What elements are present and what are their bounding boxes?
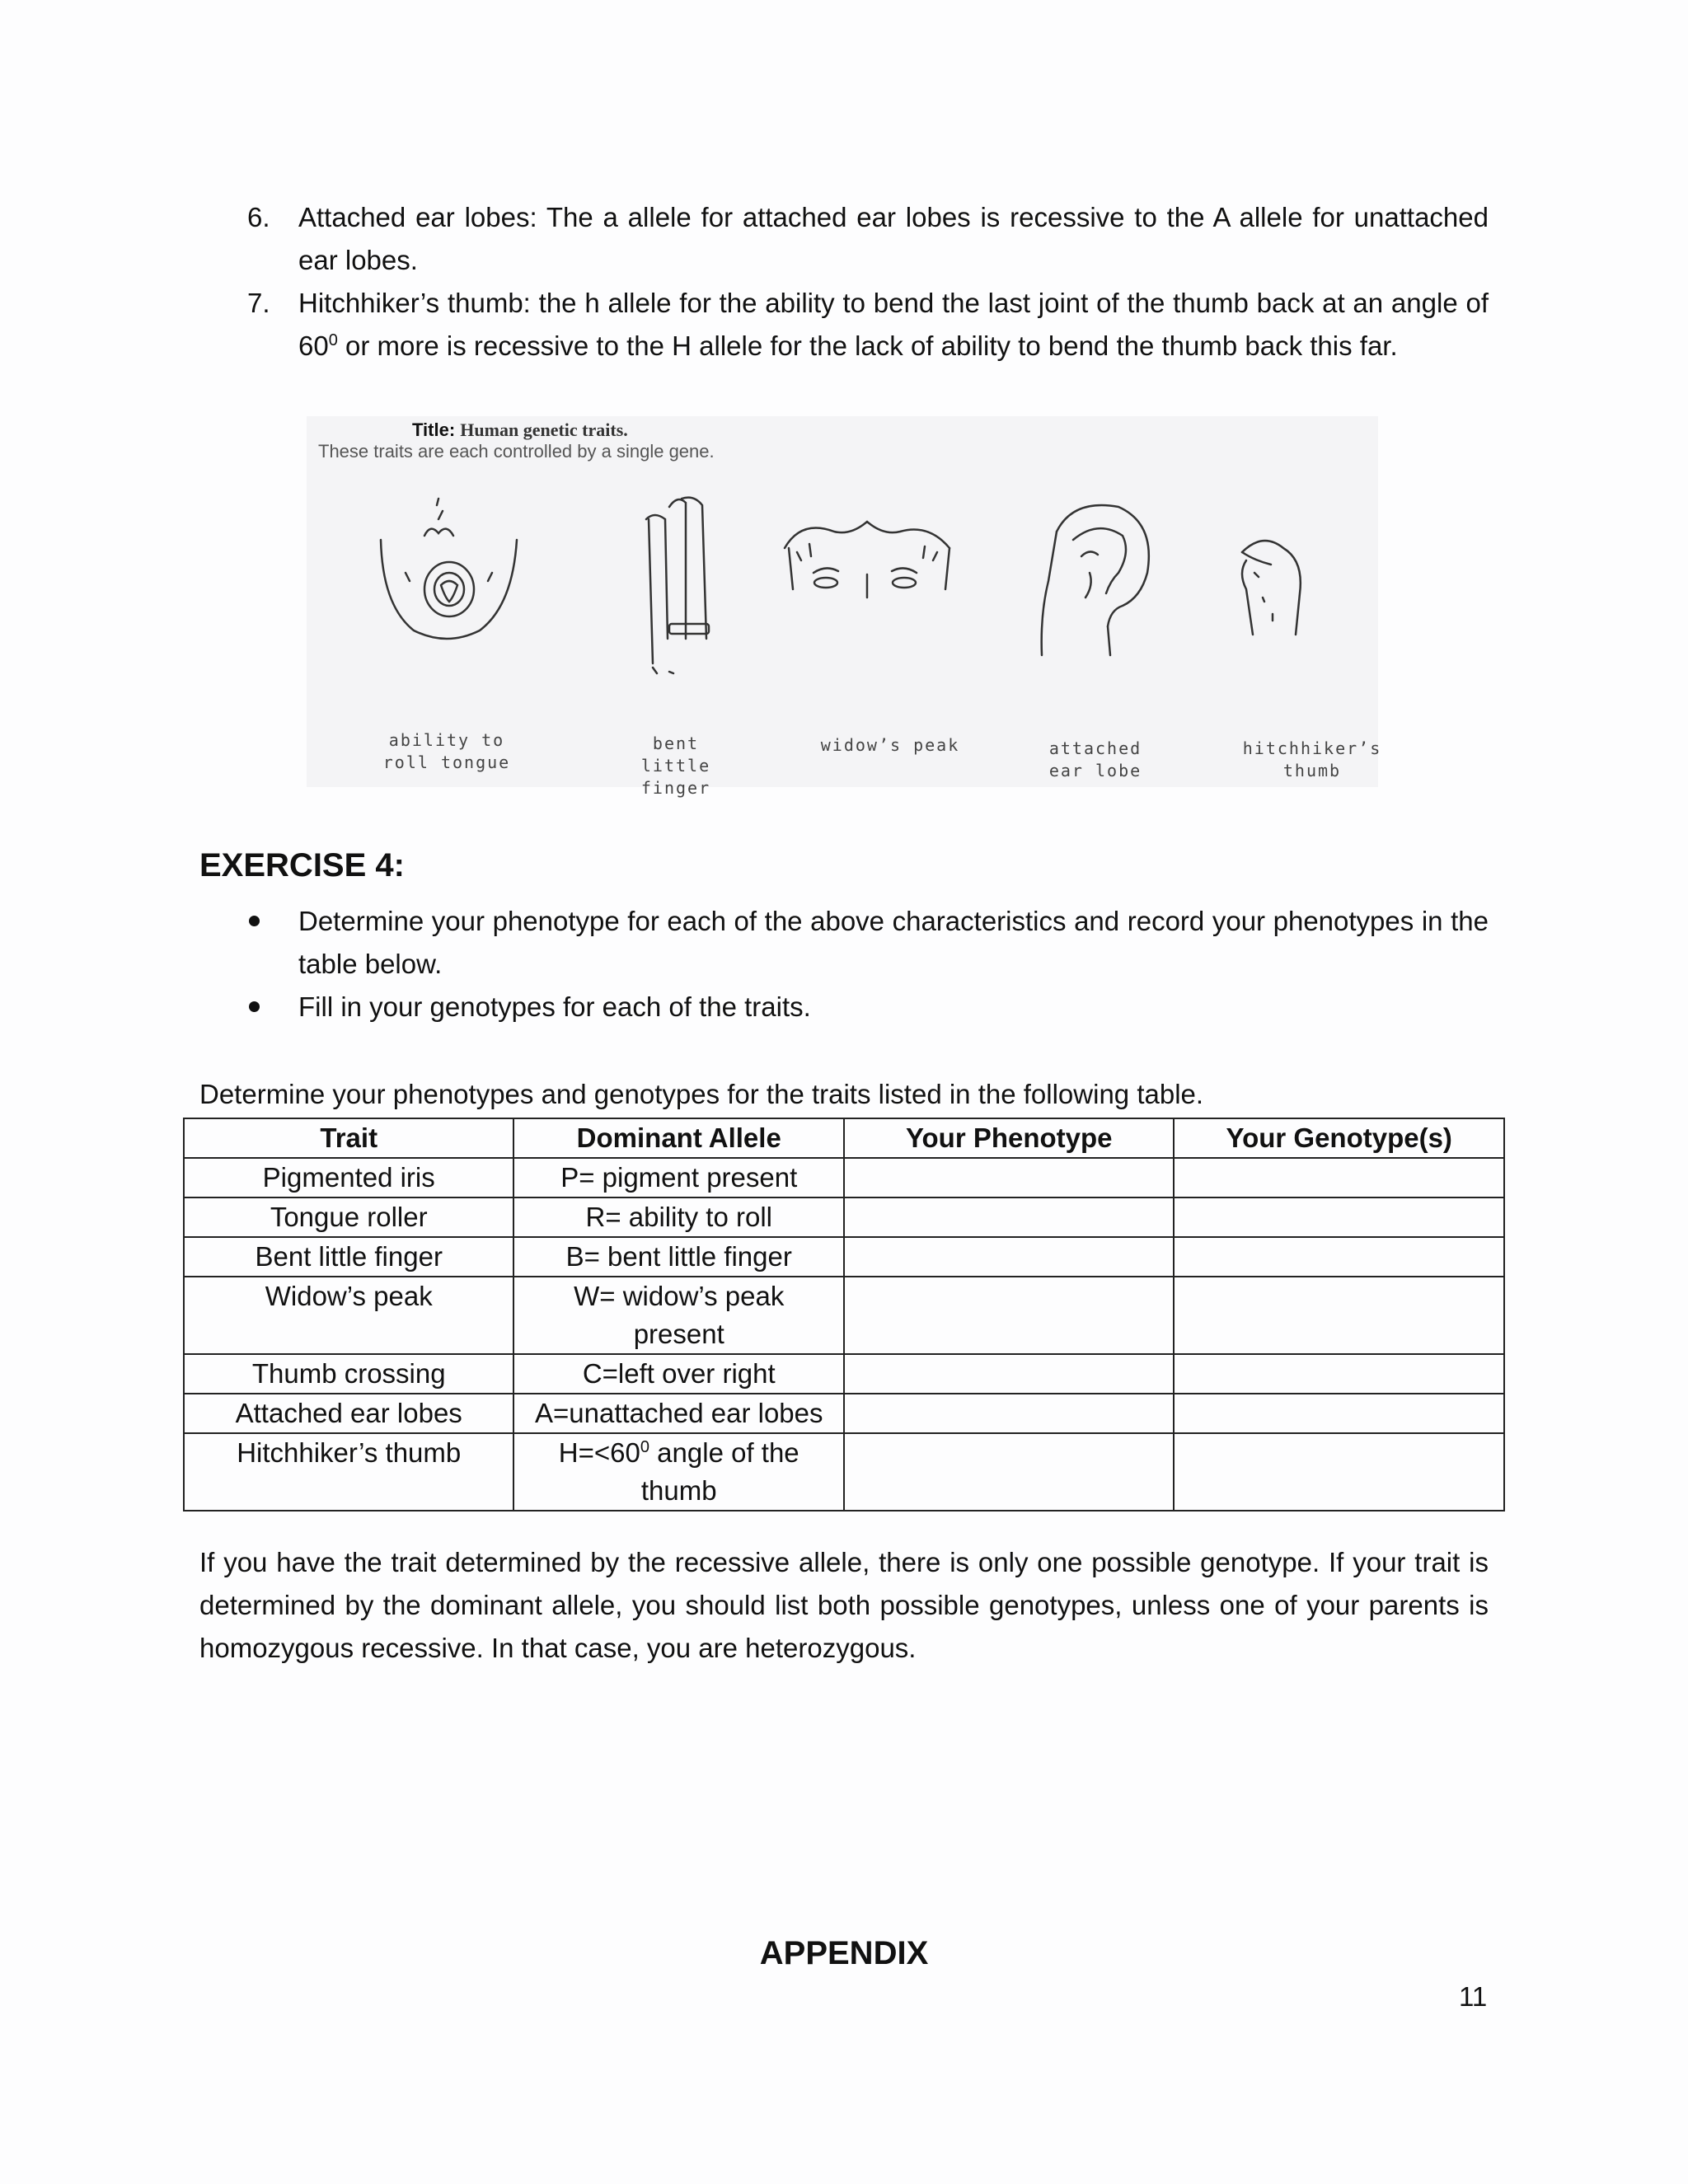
numbered-list bbox=[247, 196, 1489, 368]
caption-roll-tongue bbox=[373, 729, 521, 774]
caption-line: bent bbox=[652, 733, 700, 753]
caption-line: attached bbox=[1048, 738, 1142, 758]
trait-cell: Thumb crossing bbox=[184, 1354, 513, 1394]
allele-cell: C=left over right bbox=[513, 1354, 844, 1394]
bullet-item bbox=[247, 986, 1489, 1029]
widows-peak-illustration bbox=[785, 522, 950, 598]
table-row bbox=[184, 1433, 1504, 1511]
phenotype-input-cell[interactable] bbox=[844, 1277, 1174, 1354]
list-number: 6. bbox=[247, 202, 270, 232]
exercise-heading: EXERCISE 4: bbox=[199, 847, 405, 883]
figure-title-text: Human genetic traits. bbox=[460, 419, 628, 440]
genotype-input-cell[interactable] bbox=[1174, 1237, 1504, 1277]
allele-cell: A=unattached ear lobes bbox=[513, 1394, 844, 1433]
caption-widows-peak bbox=[808, 734, 973, 757]
trait-cell: Attached ear lobes bbox=[184, 1394, 513, 1433]
caption-line: widow’s peak bbox=[820, 735, 960, 755]
trait-cell: Tongue roller bbox=[184, 1197, 513, 1237]
genetic-traits-figure bbox=[307, 416, 1382, 798]
genotype-input-cell[interactable] bbox=[1174, 1158, 1504, 1197]
caption-line: little finger bbox=[640, 756, 711, 798]
figure-title-label: Title: bbox=[412, 419, 456, 440]
table-row bbox=[184, 1277, 1504, 1354]
superscript: 0 bbox=[328, 331, 338, 349]
allele-text: angle of the thumb bbox=[640, 1437, 799, 1506]
table-header-row bbox=[184, 1118, 1504, 1158]
header-your-genotypes: Your Genotype(s) bbox=[1174, 1118, 1504, 1158]
list-text: Hitchhiker’s thumb: the h allele for the ability to bend the last joint of the thumb back at an angle of 60 bbox=[298, 288, 1489, 361]
table-row bbox=[184, 1197, 1504, 1237]
trait-cell: Bent little finger bbox=[184, 1237, 513, 1277]
allele-cell bbox=[513, 1433, 844, 1511]
table-intro: Determine your phenotypes and genotypes for the traits listed in the following table. bbox=[199, 1079, 1204, 1109]
allele-cell: R= ability to roll bbox=[513, 1197, 844, 1237]
table-row bbox=[184, 1354, 1504, 1394]
bullet-dot bbox=[249, 1001, 260, 1012]
list-item bbox=[247, 196, 1489, 282]
exercise-bullets bbox=[247, 900, 1489, 1029]
table-row bbox=[184, 1237, 1504, 1277]
phenotype-input-cell[interactable] bbox=[844, 1197, 1174, 1237]
list-number: 7. bbox=[247, 288, 270, 318]
phenotype-input-cell[interactable] bbox=[844, 1158, 1174, 1197]
trait-cell: Pigmented iris bbox=[184, 1158, 513, 1197]
caption-bent-finger bbox=[602, 733, 750, 799]
phenotype-input-cell[interactable] bbox=[844, 1237, 1174, 1277]
trait-cell: Hitchhiker’s thumb bbox=[184, 1433, 513, 1511]
page-number: 11 bbox=[1459, 1981, 1488, 2012]
figure-subtitle: These traits are each controlled by a single gene. bbox=[318, 441, 715, 462]
caption-line: hitchhiker’s bbox=[1242, 738, 1382, 758]
caption-line: ear lobe bbox=[1048, 761, 1142, 780]
bullet-dot bbox=[249, 916, 260, 926]
list-item bbox=[247, 282, 1489, 368]
bullet-text: Determine your phenotype for each of the above characteristics and record your phenotypes in the table below. bbox=[298, 906, 1489, 979]
caption-attached-ear-lobe bbox=[1025, 738, 1165, 782]
header-your-phenotype: Your Phenotype bbox=[844, 1118, 1174, 1158]
closing-paragraph: If you have the trait determined by the recessive allele, there is only one possible genotype. If your trait is determined by the dominant allele, you should list both possible genotypes, unless one of your parents is homozygous recessive. In that case, you are heterozygous. bbox=[199, 1547, 1489, 1663]
list-text: Attached ear lobes: The a allele for attached ear lobes is recessive to the A allele for unattached ear lobes. bbox=[298, 202, 1489, 275]
genotype-input-cell[interactable] bbox=[1174, 1277, 1504, 1354]
caption-hitchhikers-thumb bbox=[1230, 738, 1395, 782]
header-dominant-allele: Dominant Allele bbox=[513, 1118, 844, 1158]
phenotype-input-cell[interactable] bbox=[844, 1433, 1174, 1511]
traits-table bbox=[183, 1118, 1505, 1511]
figure-illustrations bbox=[307, 482, 1378, 713]
genotype-input-cell[interactable] bbox=[1174, 1197, 1504, 1237]
tongue-roll-illustration bbox=[381, 499, 517, 639]
bent-finger-illustration bbox=[646, 498, 709, 673]
figure-title bbox=[412, 419, 628, 441]
header-trait: Trait bbox=[184, 1118, 513, 1158]
table-row bbox=[184, 1394, 1504, 1433]
bullet-text: Fill in your genotypes for each of the traits. bbox=[298, 991, 811, 1022]
genotype-input-cell[interactable] bbox=[1174, 1394, 1504, 1433]
table-row bbox=[184, 1158, 1504, 1197]
trait-cell: Widow’s peak bbox=[184, 1277, 513, 1354]
genotype-input-cell[interactable] bbox=[1174, 1354, 1504, 1394]
phenotype-input-cell[interactable] bbox=[844, 1354, 1174, 1394]
phenotype-input-cell[interactable] bbox=[844, 1394, 1174, 1433]
superscript: 0 bbox=[640, 1438, 650, 1456]
caption-line: thumb bbox=[1282, 761, 1342, 780]
appendix-heading: APPENDIX bbox=[759, 1935, 929, 1971]
bullet-item bbox=[247, 900, 1489, 986]
allele-cell: B= bent little finger bbox=[513, 1237, 844, 1277]
caption-line: roll tongue bbox=[382, 752, 511, 772]
allele-text: H=<60 bbox=[558, 1437, 640, 1468]
genotype-input-cell[interactable] bbox=[1174, 1433, 1504, 1511]
allele-cell: P= pigment present bbox=[513, 1158, 844, 1197]
caption-line: ability to bbox=[388, 730, 505, 750]
allele-cell: W= widow’s peak present bbox=[513, 1277, 844, 1354]
hitchhikers-thumb-illustration bbox=[1242, 541, 1301, 635]
ear-lobe-illustration bbox=[1042, 505, 1149, 655]
list-text: or more is recessive to the H allele for the lack of ability to bend the thumb back this far. bbox=[337, 330, 1398, 361]
